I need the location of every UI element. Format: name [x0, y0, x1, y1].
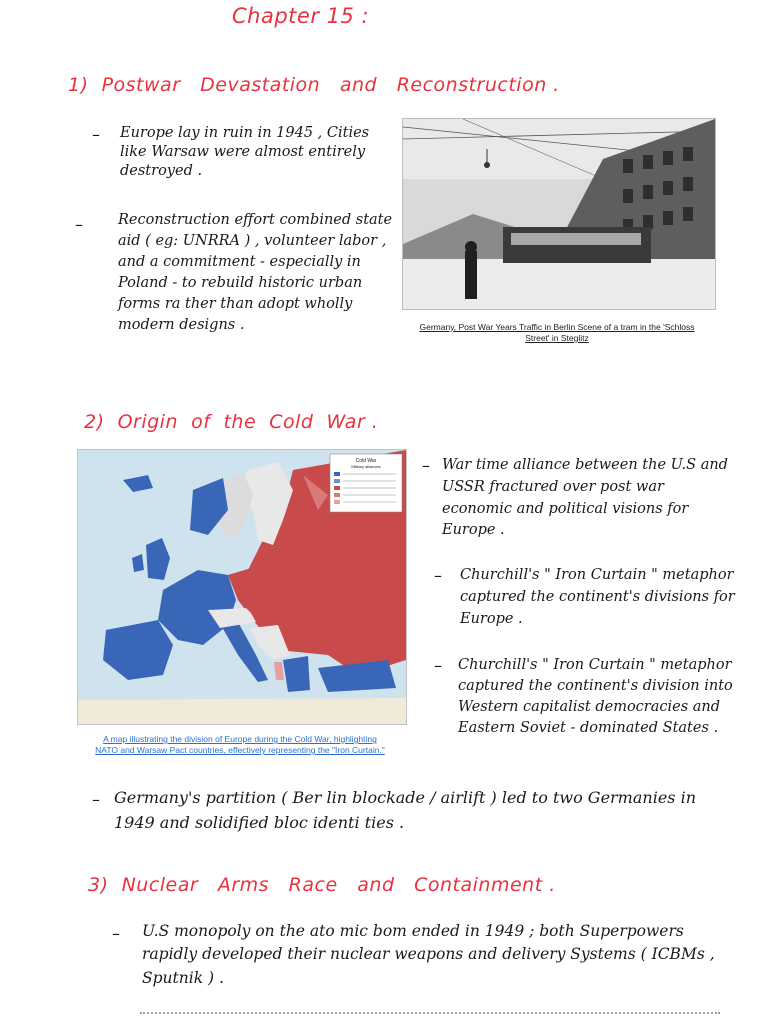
section-1-bullet-1: Europe lay in ruin in 1945 , Cities like Warsaw were almost entirely destroyed .	[120, 125, 370, 179]
page-title: Chapter 15 :	[232, 4, 370, 28]
cropped-text-line	[140, 1012, 720, 1022]
map-legend-title: Cold War	[355, 458, 377, 464]
section-2-bullet-2: Churchill's " Iron Curtain " metaphor captured the continent's divisions for Europe .	[460, 567, 735, 627]
section-3-heading: 3) Nuclear Arms Race and Containment .	[88, 874, 556, 896]
section-3-bullet-1: U.S monopoly on the ato mic bom ended in 1949 ; both Superpowers rapidly developed their nuclear weapons and delivery Systems ( ICBMs , Sputnik ) .	[142, 922, 715, 987]
section-2-bullet-3: Churchill's " Iron Curtain " metaphor captured the continent's division into Western capitalist democracies and Eastern Soviet - dominated States .	[458, 657, 733, 737]
section-1-heading: 1) Postwar Devastation and Reconstruction .	[68, 74, 560, 96]
bullet-dash: –	[92, 125, 100, 144]
berlin-tram-photo	[402, 118, 716, 310]
photo-caption[interactable]: Germany, Post War Years Traffic in Berlin Scene of a tram in the 'Schloss Street' in Steglitz	[419, 322, 695, 344]
cold-war-europe-map	[77, 449, 407, 725]
bullet-dash: –	[92, 790, 100, 809]
bullet-dash: –	[434, 566, 442, 585]
section-1-bullet-2: Reconstruction effort combined state aid ( eg: UNRRA ) , volunteer labor , and a commitment - especially in Poland - to rebuild historic urban forms ra ther than adopt wholly modern designs .	[118, 212, 393, 334]
europe-map-illustration	[78, 450, 406, 724]
bullet-dash: –	[422, 456, 430, 475]
map-legend-subtitle: Military alliances	[351, 464, 381, 469]
bullet-dash: –	[75, 215, 83, 234]
section-2-heading: 2) Origin of the Cold War .	[84, 411, 379, 433]
map-caption[interactable]: A map illustrating the division of Europe during the Cold War, highlighting NATO and Warsaw Pact countries, effectively representing the "Iron Curtain."	[95, 734, 385, 756]
section-2-bullet-1: War time alliance between the U.S and USSR fractured over post war economic and political visions for Europe .	[442, 457, 728, 539]
section-2-bullet-4: Germany's partition ( Ber lin blockade / airlift ) led to two Germanies in 1949 and solidified bloc identi ties .	[114, 788, 696, 832]
bullet-dash: –	[434, 656, 442, 675]
bullet-dash: –	[112, 924, 120, 943]
photo-illustration	[403, 119, 715, 309]
